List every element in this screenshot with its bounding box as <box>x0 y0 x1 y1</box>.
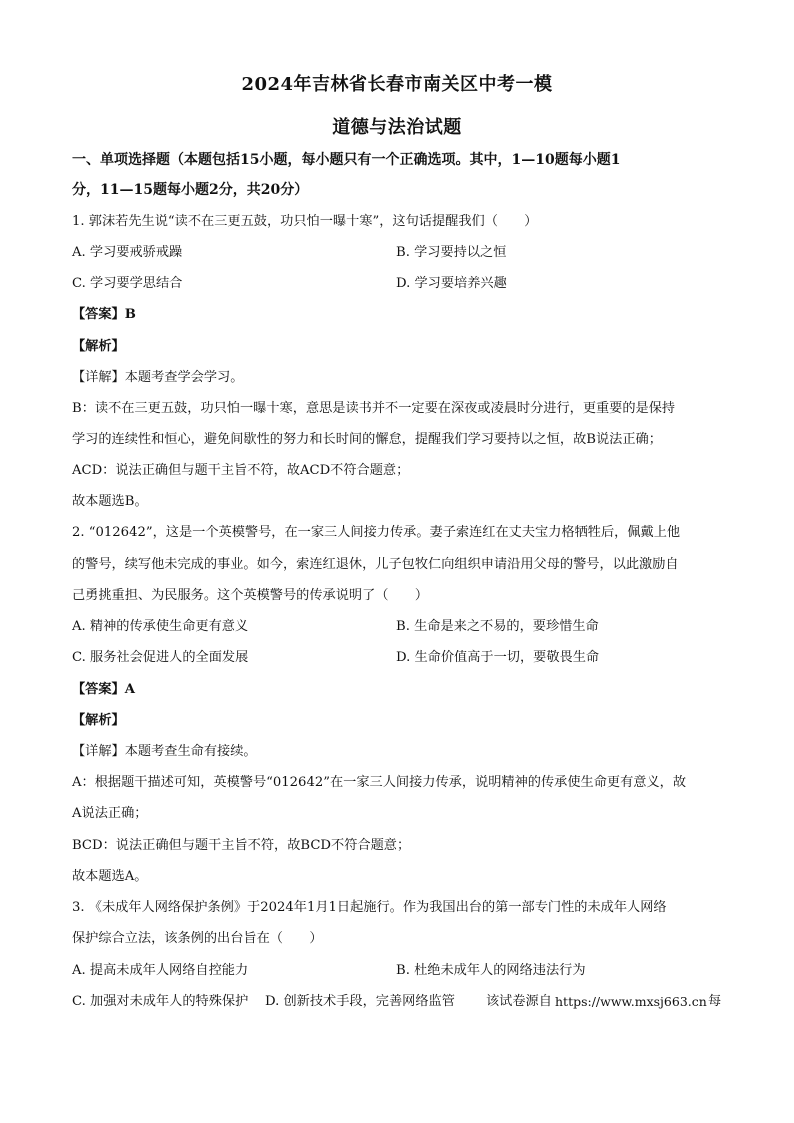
watermark-text: 该试卷源自 <box>486 994 552 1009</box>
watermark-tail: 每 <box>708 994 722 1009</box>
q1-analysis-label: 【解析】 <box>72 339 125 354</box>
page-title: 2024年吉林省长春市南关区中考一模 <box>241 74 553 95</box>
q2-option-c: C. 服务社会促进人的全面发展 <box>72 650 249 665</box>
q3-option-a: A. 提高未成年人网络自控能力 <box>72 963 249 978</box>
q3-option-d: D. 创新技术手段，完善网络监管 <box>265 994 455 1009</box>
q1-option-c: C. 学习要学思结合 <box>72 276 183 291</box>
q2-option-b: B. 生命是来之不易的，要珍惜生命 <box>396 619 599 634</box>
q2-option-d: D. 生命价值高于一切，要敬畏生命 <box>396 650 600 665</box>
q2-stem-line1: 2. “012642”，这是一个英模警号，在一家三人间接力传承。妻子索连红在丈夫宝力格牺牲后，佩戴上他 <box>72 525 681 540</box>
q2-explanation-line3: BCD：说法正确但与题干主旨不符，故BCD不符合题意； <box>72 838 411 853</box>
section-heading-line2: 分，11—15题每小题2分，共20分） <box>72 182 309 198</box>
q1-explanation-line1: B：读不在三更五鼓，功只怕一曝十寒，意思是读书并不一定要在深夜或凌晨时分进行，更重要的是保持 <box>72 401 676 416</box>
q1-answer: 【答案】B <box>72 307 136 322</box>
q1-detail: 【详解】本题考查学会学习。 <box>72 370 244 385</box>
q1-stem: 1. 郭沫若先生说“读不在三更五鼓，功只怕一曝十寒”，这句话提醒我们（ ） <box>72 214 538 229</box>
q2-stem-line3: 己勇挑重担、为民服务。这个英模警号的传承说明了（ ） <box>72 588 429 603</box>
section-heading-line1: 一、单项选择题（本题包括15小题，每小题只有一个正确选项。其中，1—10题每小题1 <box>72 152 621 168</box>
source-url-link[interactable]: https://www.mxsj663.cn <box>555 994 707 1009</box>
q3-option-c: C. 加强对未成年人的特殊保护 <box>72 994 249 1009</box>
q1-option-b: B. 学习要持以之恒 <box>396 245 507 260</box>
q1-explanation-line2: 学习的连续性和恒心，避免间歇性的努力和长时间的懈怠，提醒我们学习要持以之恒，故B说法正确； <box>72 432 662 447</box>
q2-answer: 【答案】A <box>72 682 135 697</box>
q3-stem-line2: 保护综合立法，该条例的出台旨在（ ） <box>72 931 323 946</box>
q2-detail: 【详解】本题考查生命有接续。 <box>72 744 257 759</box>
q2-explanation-line1: A：根据题干描述可知，英模警号“012642”在一家三人间接力传承，说明精神的传承使生命更有意义，故 <box>72 775 687 790</box>
q2-conclusion: 故本题选A。 <box>72 869 148 884</box>
q2-option-a: A. 精神的传承使生命更有意义 <box>72 619 249 634</box>
page-subtitle: 道德与法治试题 <box>332 117 462 138</box>
q2-analysis-label: 【解析】 <box>72 713 125 728</box>
q3-stem-line1: 3. 《未成年人网络保护条例》于2024年1月1日起施行。作为我国出台的第一部专门性的未成年人网络 <box>72 900 667 915</box>
q2-explanation-line2: A说法正确； <box>72 806 148 821</box>
q1-explanation-line3: ACD：说法正确但与题干主旨不符，故ACD不符合题意； <box>72 463 410 478</box>
q1-conclusion: 故本题选B。 <box>72 494 148 509</box>
q3-option-b: B. 杜绝未成年人的网络违法行为 <box>396 963 586 978</box>
q1-option-a: A. 学习要戒骄戒躁 <box>72 245 183 260</box>
q1-option-d: D. 学习要培养兴趣 <box>396 276 507 291</box>
q2-stem-line2: 的警号，续写他未完成的事业。如今，索连红退休，儿子包牧仁向组织申请沿用父母的警号，以此激励自 <box>72 557 679 572</box>
